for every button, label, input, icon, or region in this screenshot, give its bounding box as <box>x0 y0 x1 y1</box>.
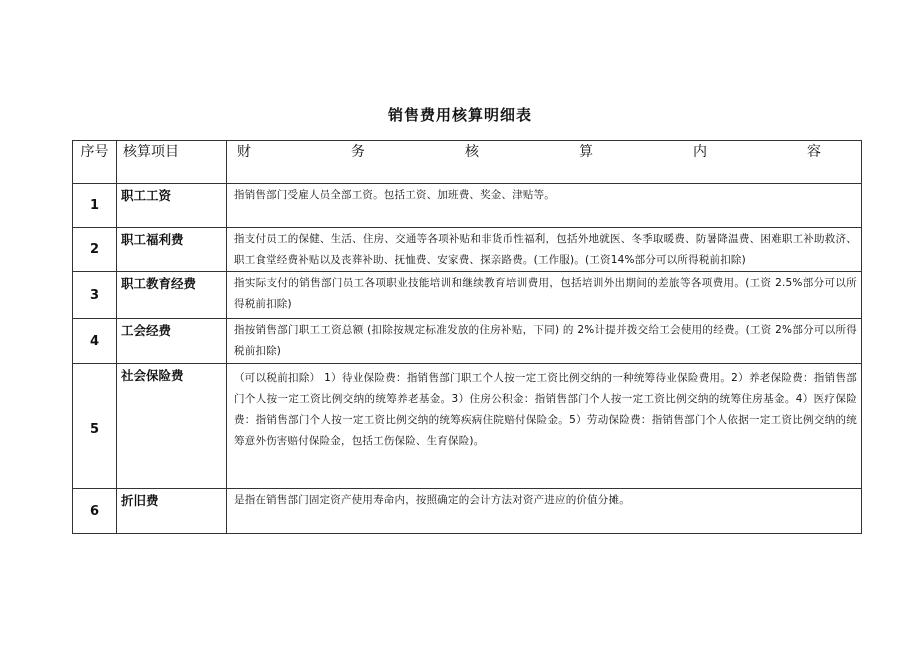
header-serial-number: 序号 <box>73 141 117 184</box>
header-content-char: 算 <box>579 144 593 160</box>
row-item: 职工教育经费 <box>117 272 227 319</box>
table-row <box>73 184 862 228</box>
header-content-char: 容 <box>807 144 821 160</box>
header-accounting-item: 核算项目 <box>117 141 227 184</box>
row-number: 5 <box>73 364 117 489</box>
row-number: 4 <box>73 319 117 364</box>
row-content: 指实际支付的销售部门员工各项职业技能培训和继续教育培训费用，包括培训外出期间的差旅等各项费用。(工资 2.5%部分可以所得税前扣除) <box>227 272 862 319</box>
header-content-char: 财 <box>237 144 251 160</box>
row-content: 指按销售部门职工工资总额 (扣除按规定标准发放的住房补贴，下同) 的 2%计提并拨交给工会使用的经费。(工资 2%部分可以所得税前扣除) <box>227 319 862 364</box>
table-row <box>73 228 862 272</box>
row-content: 是指在销售部门固定资产使用寿命内，按照确定的会计方法对资产进应的价值分摊。 <box>227 489 862 534</box>
table-row <box>73 272 862 319</box>
row-item: 折旧费 <box>117 489 227 534</box>
row-item: 职工工资 <box>117 184 227 228</box>
row-number: 1 <box>73 184 117 228</box>
table-row <box>73 364 862 489</box>
row-item: 工会经费 <box>117 319 227 364</box>
table-header-row <box>73 141 862 184</box>
row-number: 6 <box>73 489 117 534</box>
row-item: 社会保险费 <box>117 364 227 489</box>
page-title: 销售费用核算明细表 <box>387 106 532 124</box>
row-content: （可以税前扣除） 1）待业保险费：指销售部门职工个人按一定工资比例交纳的一种统筹待业保险费用。2）养老保险费：指销售部门个人按一定工资比例交纳的统筹养老基金。3）住房公积金：指销售部门个人按一定工资比例交纳的统筹住房基金。4）医疗保险费：指销售部门个人按一定工资比例交纳的统筹疾病住院赔付保险金。5）劳动保险费：指销售部门个人依据一定工资比例交纳的统筹意外伤害赔付保险金，包括工伤保险、生育保险)。 <box>227 364 862 489</box>
row-item: 职工福利费 <box>117 228 227 272</box>
row-number: 2 <box>73 228 117 272</box>
header-content <box>227 141 862 184</box>
row-number: 3 <box>73 272 117 319</box>
row-content: 指销售部门受雇人员全部工资。包括工资、加班费、奖金、津贴等。 <box>227 184 862 228</box>
header-content-char: 内 <box>693 144 707 160</box>
header-content-char: 务 <box>351 144 365 160</box>
table-row <box>73 319 862 364</box>
table-row <box>73 489 862 534</box>
row-content: 指支付员工的保健、生活、住房、交通等各项补贴和非货币性福利，包括外地就医、冬季取暖费、防暑降温费、困难职工补助救济、职工食堂经费补贴以及丧葬补助、抚恤费、安家费、探亲路费。(工作服)。(工资14%部分可以所得税前扣除) <box>227 228 862 272</box>
expense-detail-table <box>72 140 862 534</box>
header-content-char: 核 <box>465 144 479 160</box>
